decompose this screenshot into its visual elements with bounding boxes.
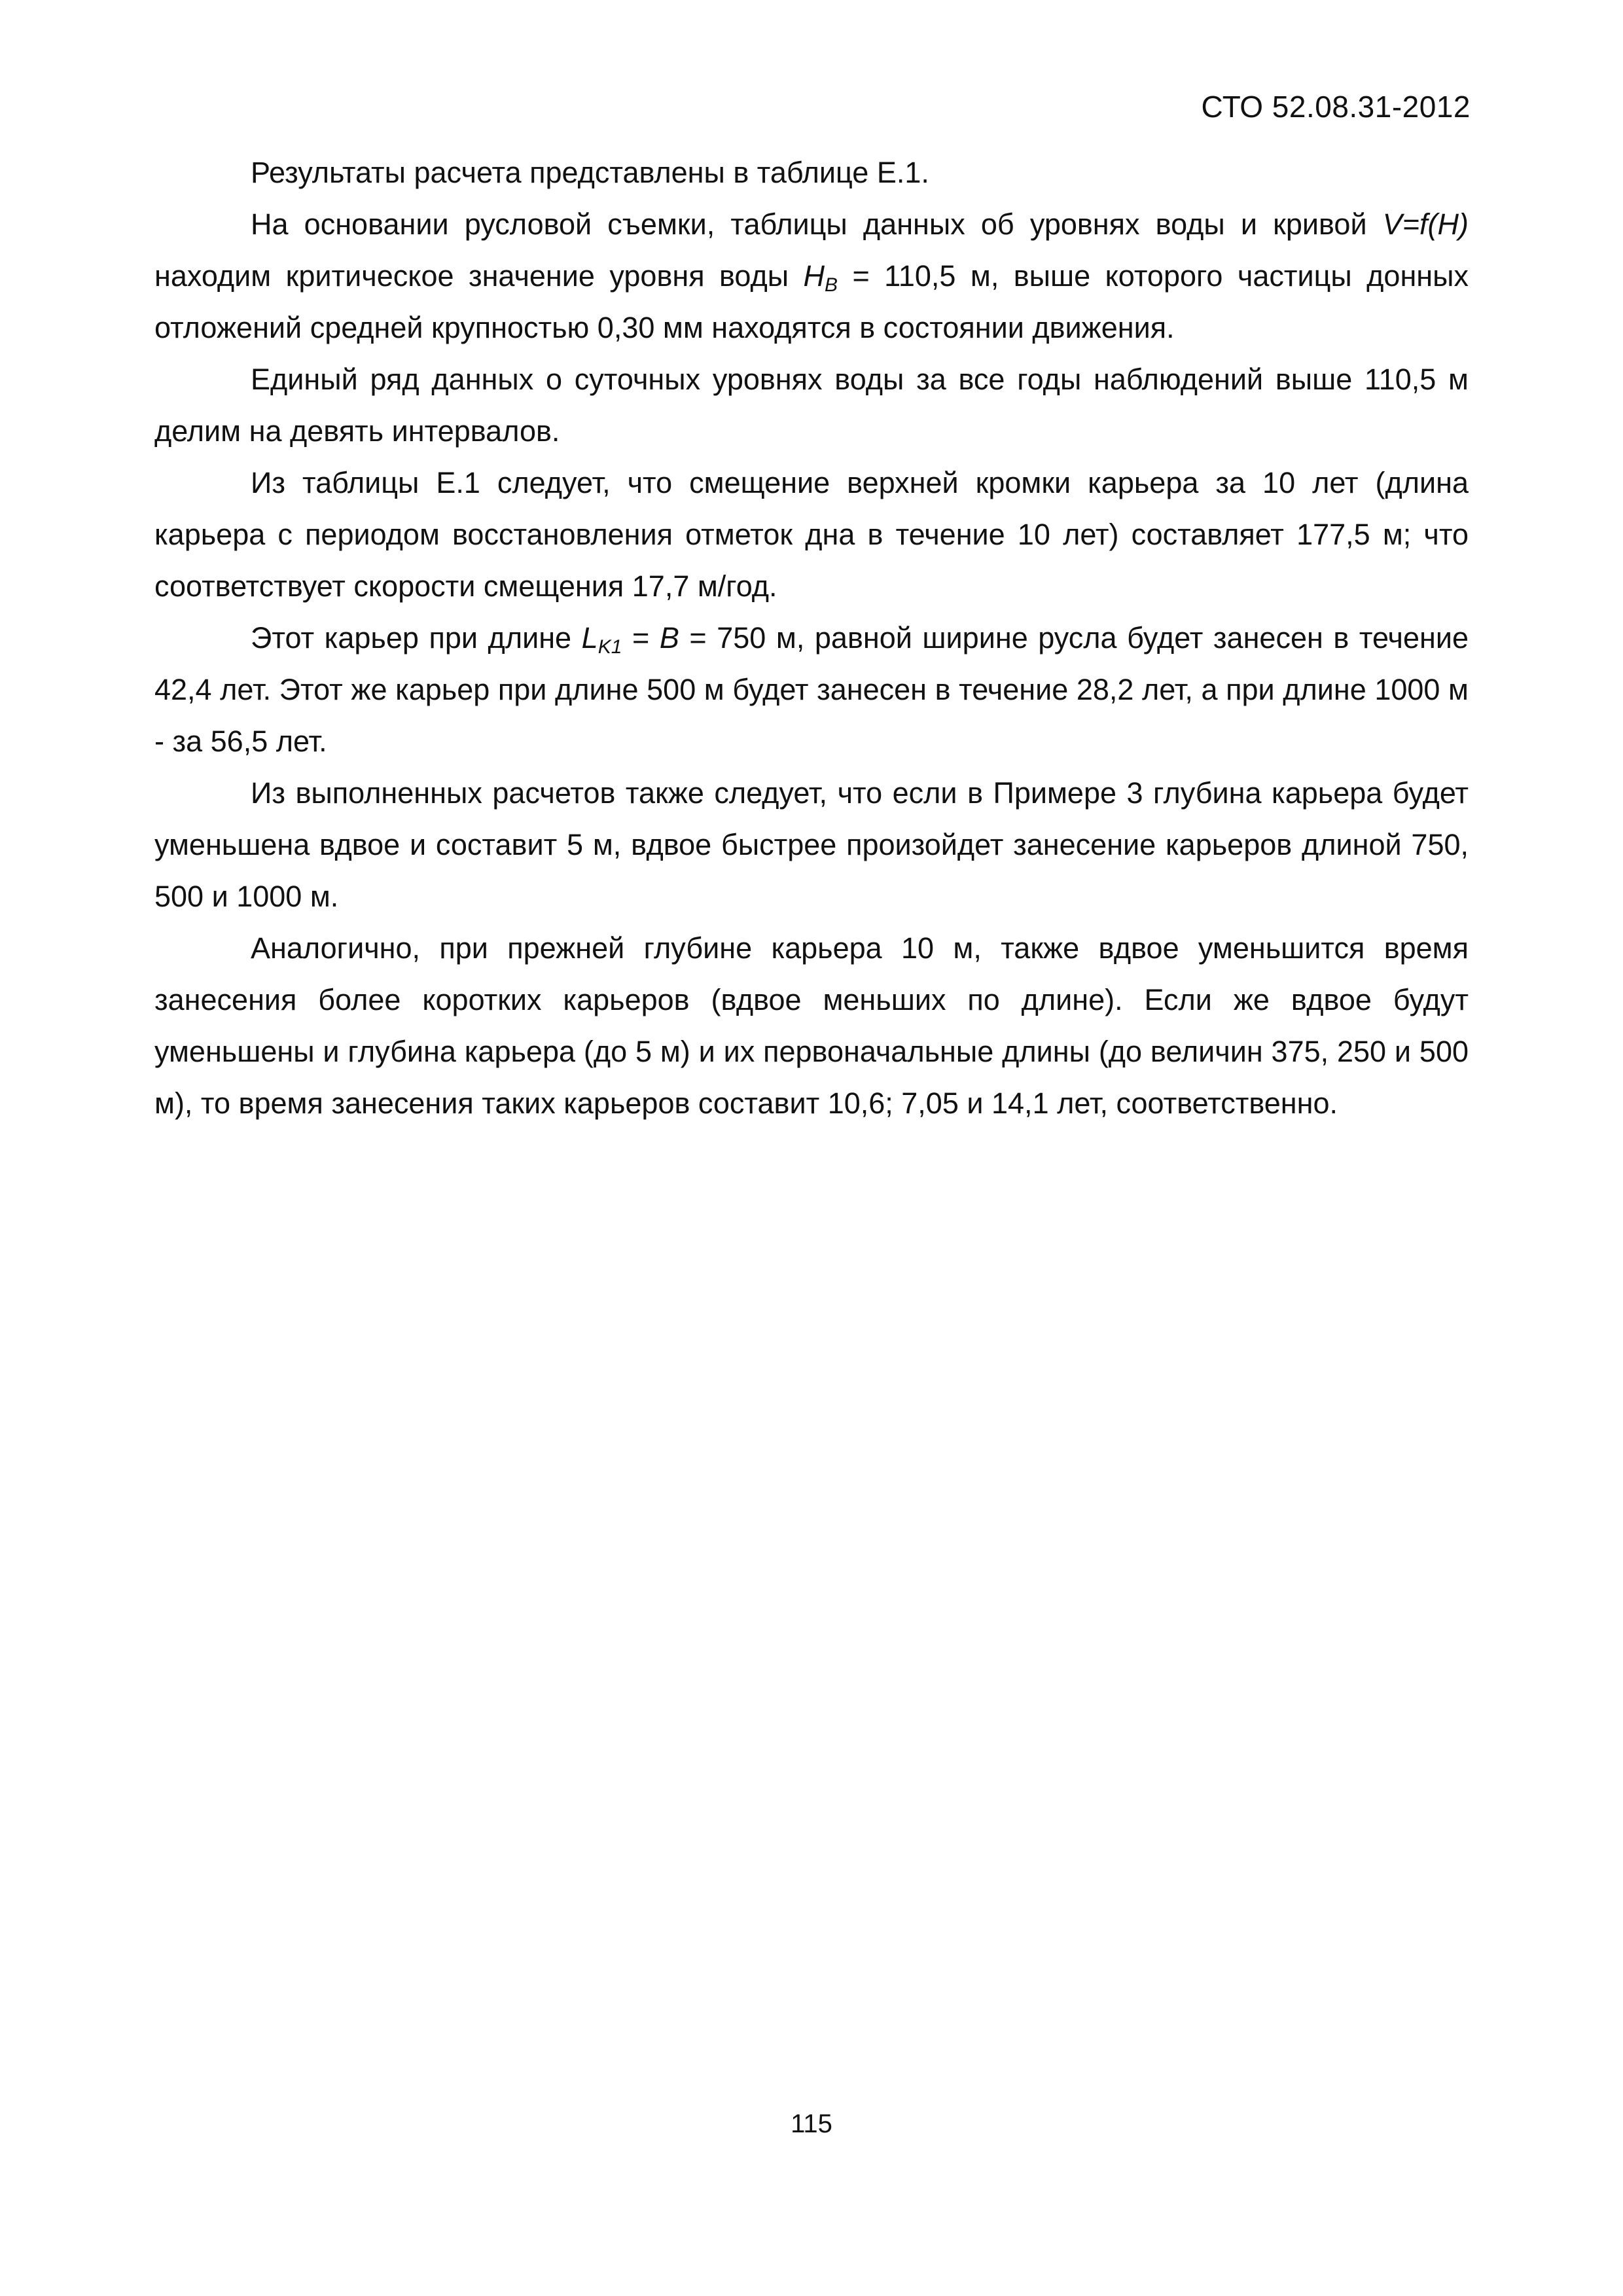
paragraph-filling-time [154,612,1469,767]
formula-pit-length [581,621,622,658]
text-run: Этот карьер при длине [251,621,582,655]
symbol-subscript: K1 [597,636,622,658]
paragraph-analogous-case: Аналогично, при прежней глубине карьера 10 м, также вдвое уменьшится время занесения более коротких карьеров (вдвое меньших по длине). Если же вдвое будут уменьшены и глубина карьера (до 5 м) и их первоначальные длины (до величин 375, 250 и 500 м), то время занесения таких карьеров составит 10,6; 7,05 и 14,1 лет, соответственно. [154,931,1469,1120]
paragraph-halved-depth: Из выполненных расчетов также следует, что если в Примере 3 глубина карьера будет уменьшена вдвое и составит 5 м, вдвое быстрее произойдет занесение карьеров длиной 750, 500 и 1000 м. [154,776,1469,913]
text-run: = 110,5 м, выше которого частицы донных отложений средней крупностью 0,30 мм находятся в состоянии движения. [154,259,1469,344]
symbol-base: H [803,259,825,293]
text-run: = [622,621,660,655]
text-run: = 750 м, равной ширине русла будет занесен в течение 42,4 лет. Этот же карьер при длине 500 м будет занесен в течение 28,2 лет, а при длине 1000 м - за 56,5 лет. [154,621,1469,758]
page-number: 115 [791,2109,832,2138]
paragraph-displacement: Из таблицы Е.1 следует, что смещение верхней кромки карьера за 10 лет (длина карьера с периодом восстановления отметок дна в течение 10 лет) составляет 177,5 м; что соответствует скорости смещения 17,7 м/год. [154,466,1469,603]
text-run: находим критическое значение уровня воды [154,259,804,293]
paragraph-intervals: Единый ряд данных о суточных уровнях воды за все годы наблюдений выше 110,5 м делим на девять интервалов. [154,363,1469,448]
paragraph-critical-level [154,198,1469,353]
text-run: На основании русловой съемки, таблицы данных об уровнях воды и кривой [251,207,1383,241]
formula-channel-width: B [659,621,679,655]
paragraph-results-reference: Результаты расчета представлены в таблице Е.1. [251,156,929,189]
symbol-subscript: B [825,274,838,296]
formula-critical-level [803,259,838,296]
formula-volume-function: V=f(H) [1382,207,1469,241]
symbol-base: L [581,621,598,655]
document-code-header: СТО 52.08.31-2012 [1201,90,1471,124]
body-text [154,147,1469,1129]
